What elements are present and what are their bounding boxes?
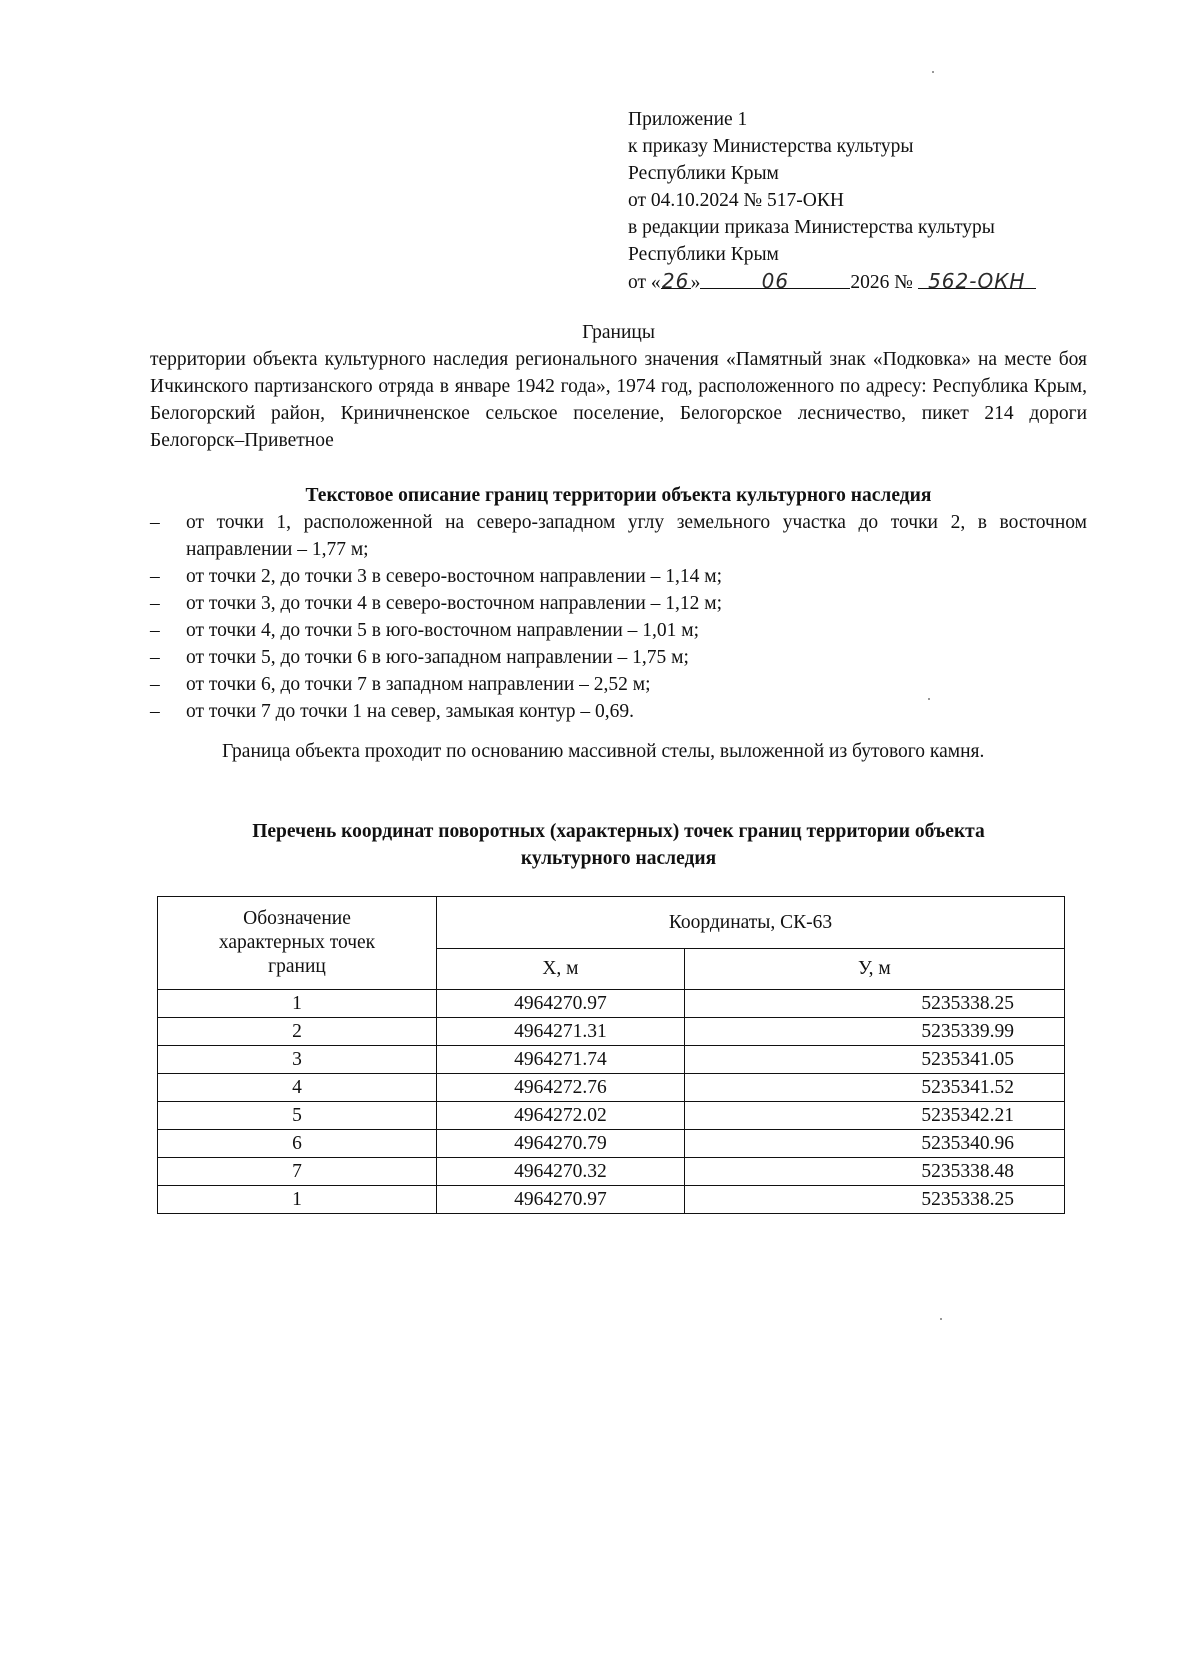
appendix-date-line [628,268,1128,295]
cell-x: 4964270.32 [437,1158,685,1186]
appendix-line: от 04.10.2024 № 517-ОКН [628,190,844,211]
bullet-dash: – [150,647,160,668]
list-item: – от точки 5, до точки 6 в юго-западном направлении – 1,75 м; [150,644,1087,671]
coords-heading-line: культурного наследия [520,848,717,869]
table-row [158,1046,1065,1074]
cell-point: 7 [158,1158,437,1186]
table-row [158,1186,1065,1214]
cell-x: 4964270.97 [437,990,685,1018]
cell-point: 3 [158,1046,437,1074]
date-day-handwritten: 26 [661,269,690,293]
date-year-number: 2026 № [850,272,913,293]
date-mid: » [690,272,701,293]
list-item: – от точки 1, расположенной на северо-западном углу земельного участка до точки 2, в восточном направлении – 1,77 м; [150,509,1087,563]
bullet-dash: – [150,620,160,641]
list-item: – от точки 6, до точки 7 в западном направлении – 2,52 м; [150,671,1087,698]
coords-heading-line: Перечень координат поворотных (характерных) точек границ территории объекта [252,821,985,842]
bullet-dash: – [150,512,160,533]
list-item: – от точки 4, до точки 5 в юго-восточном направлении – 1,01 м; [150,617,1087,644]
list-item: – от точки 3, до точки 4 в северо-восточном направлении – 1,12 м; [150,590,1087,617]
table-row [158,1102,1065,1130]
appendix-line: Республики Крым [628,163,779,184]
table-row [158,1074,1065,1102]
table-row [158,1158,1065,1186]
date-month-handwritten: 06 [700,268,850,289]
coordinates-table [157,896,1065,1214]
date-prefix: от « [628,272,661,293]
cell-point: 5 [158,1102,437,1130]
table-header-row [158,897,1065,949]
bullet-dash: – [150,674,160,695]
cell-y: 5235342.21 [684,1102,1064,1130]
cell-point: 4 [158,1074,437,1102]
header-point-designation: Обозначение характерных точек границ [158,897,437,990]
bullet-dash: – [150,701,160,722]
description-list [150,509,1087,725]
header-coordinates: Координаты, СК-63 [437,897,1065,949]
list-item: – от точки 2, до точки 3 в северо-восточном направлении – 1,14 м; [150,563,1087,590]
cell-y: 5235339.99 [684,1018,1064,1046]
appendix-line: Республики Крым [628,244,779,265]
cell-x: 4964270.97 [437,1186,685,1214]
table-row [158,1018,1065,1046]
header-x: X, м [437,948,685,989]
appendix-line: к приказу Министерства культуры [628,136,914,157]
coords-heading [150,818,1087,872]
scan-speck [940,1318,942,1320]
list-item: – от точки 7 до точки 1 на север, замыкая контур – 0,69. [150,698,1087,725]
appendix-header [628,106,1128,295]
cell-y: 5235341.05 [684,1046,1064,1074]
scan-speck [932,71,934,73]
cell-point: 6 [158,1130,437,1158]
cell-point: 1 [158,990,437,1018]
bullet-dash: – [150,593,160,614]
object-subject: территории объекта культурного наследия регионального значения «Памятный знак «Подковка» на месте боя Ичкинского партизанского отряда в январе 1942 года», 1974 год, расположенного по адресу: Республика Крым, Белогорский район, Криничненское сельское поселение, Белогорское лесничество, пикет 214 дороги Белогорск–Приветное [150,349,1087,451]
header-y: У, м [684,948,1064,989]
cell-y: 5235338.25 [684,1186,1064,1214]
table-row [158,990,1065,1018]
order-number-handwritten: 562-ОКН [918,268,1036,289]
cell-y: 5235338.25 [684,990,1064,1018]
appendix-line: Приложение 1 [628,109,748,130]
cell-x: 4964270.79 [437,1130,685,1158]
page-title: Границы [582,322,655,343]
cell-x: 4964271.74 [437,1046,685,1074]
appendix-line: в редакции приказа Министерства культуры [628,217,995,238]
cell-x: 4964271.31 [437,1018,685,1046]
cell-point: 1 [158,1186,437,1214]
cell-x: 4964272.02 [437,1102,685,1130]
description-heading: Текстовое описание границ территории объекта культурного наследия [305,485,932,506]
cell-x: 4964272.76 [437,1074,685,1102]
cell-point: 2 [158,1018,437,1046]
cell-y: 5235338.48 [684,1158,1064,1186]
cell-y: 5235340.96 [684,1130,1064,1158]
cell-y: 5235341.52 [684,1074,1064,1102]
table-row [158,1130,1065,1158]
boundary-note: Граница объекта проходит по основанию массивной стелы, выложенной из бутового камня. [222,741,985,762]
bullet-dash: – [150,566,160,587]
